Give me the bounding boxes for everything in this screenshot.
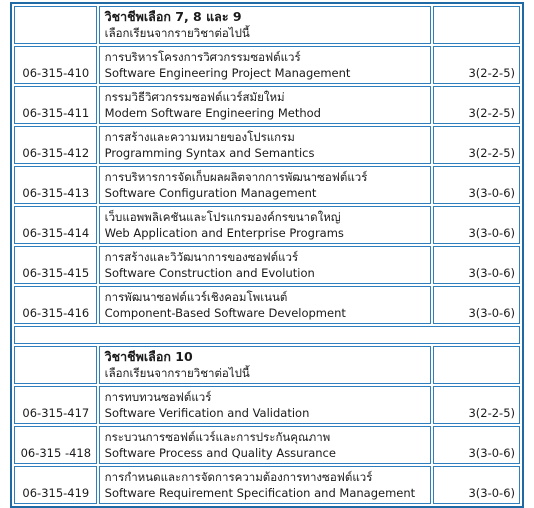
course-name-cell	[99, 426, 432, 464]
course-name-cell	[99, 166, 432, 204]
course-row	[14, 426, 520, 464]
course-code: 06-315-415	[14, 246, 97, 284]
group-title: วิชาชีพเลือก 10	[104, 349, 193, 364]
group-title: วิชาชีพเลือก 7, 8 และ 9	[104, 9, 242, 24]
course-row	[14, 246, 520, 284]
course-credits: 3(3-0-6)	[433, 206, 520, 244]
group-credit-cell	[433, 6, 520, 44]
group-header-row	[14, 6, 520, 44]
course-name-thai: กรรมวิธีวิศวกรรมซอฟต์แวร์สมัยใหม่	[104, 90, 285, 104]
course-code: 06-315-411	[14, 86, 97, 124]
group-subtitle: เลือกเรียนจากรายวิชาต่อไปนี้	[104, 366, 250, 380]
curriculum-table	[10, 2, 524, 508]
course-name-english: Software Verification and Validation	[104, 406, 310, 420]
course-name-cell	[99, 466, 432, 504]
course-code: 06-315-412	[14, 126, 97, 164]
course-name-thai: การพัฒนาซอฟต์แวร์เชิงคอมโพเนนต์	[104, 290, 288, 304]
course-name-thai: เว็บแอพพลิเคชันและโปรแกรมองค์กรขนาดใหญ่	[104, 210, 341, 224]
course-code: 06-315-413	[14, 166, 97, 204]
course-credits: 3(2-2-5)	[433, 386, 520, 424]
course-name-cell	[99, 246, 432, 284]
course-name-thai: การบริหารการจัดเก็บผลผลิตจากการพัฒนาซอฟต์แวร์	[104, 170, 368, 184]
course-credits: 3(3-0-6)	[433, 166, 520, 204]
course-name-english: Software Construction and Evolution	[104, 266, 315, 280]
course-row	[14, 86, 520, 124]
course-code: 06-315-419	[14, 466, 97, 504]
course-name-english: Programming Syntax and Semantics	[104, 146, 315, 160]
course-name-english: Web Application and Enterprise Programs	[104, 226, 344, 240]
course-credits: 3(2-2-5)	[433, 46, 520, 84]
course-row	[14, 466, 520, 504]
group-header-cell	[99, 346, 432, 384]
course-name-cell	[99, 386, 432, 424]
group-credit-cell	[433, 346, 520, 384]
spacer-cell	[14, 326, 520, 344]
group-header-cell	[99, 6, 432, 44]
course-name-cell	[99, 46, 432, 84]
course-name-thai: กระบวนการซอฟต์แวร์และการประกันคุณภาพ	[104, 430, 331, 444]
course-code: 06-315-417	[14, 386, 97, 424]
course-name-english: Component-Based Software Development	[104, 306, 346, 320]
group-subtitle: เลือกเรียนจากรายวิชาต่อไปนี้	[104, 26, 250, 40]
course-credits: 3(2-2-5)	[433, 126, 520, 164]
course-row	[14, 286, 520, 324]
course-row	[14, 126, 520, 164]
course-name-english: Software Process and Quality Assurance	[104, 446, 336, 460]
course-credits: 3(3-0-6)	[433, 246, 520, 284]
course-row	[14, 166, 520, 204]
course-credits: 3(3-0-6)	[433, 466, 520, 504]
course-row	[14, 386, 520, 424]
course-name-thai: การบริหารโครงการวิศวกรรมซอฟต์แวร์	[104, 50, 301, 64]
course-credits: 3(3-0-6)	[433, 426, 520, 464]
course-name-thai: การกำหนดและการจัดการความต้องการทางซอฟต์แวร์	[104, 470, 373, 484]
course-name-thai: การสร้างและวิวัฒนาการของซอฟต์แวร์	[104, 250, 299, 264]
group-code-cell	[14, 6, 97, 44]
course-name-thai: การสร้างและความหมายของโปรแกรม	[104, 130, 295, 144]
course-name-english: Software Requirement Specification and Management	[104, 486, 416, 500]
course-name-cell	[99, 286, 432, 324]
course-credits: 3(3-0-6)	[433, 286, 520, 324]
curriculum-table-container	[10, 2, 524, 508]
spacer-row	[14, 326, 520, 344]
group-code-cell	[14, 346, 97, 384]
course-credits: 3(2-2-5)	[433, 86, 520, 124]
course-name-cell	[99, 206, 432, 244]
course-code: 06-315-410	[14, 46, 97, 84]
course-code: 06-315 -418	[14, 426, 97, 464]
course-name-english: Software Engineering Project Management	[104, 66, 351, 80]
course-code: 06-315-414	[14, 206, 97, 244]
course-code: 06-315-416	[14, 286, 97, 324]
course-name-english: Software Configuration Management	[104, 186, 317, 200]
course-row	[14, 206, 520, 244]
course-row	[14, 46, 520, 84]
group-header-row	[14, 346, 520, 384]
course-name-english: Modem Software Engineering Method	[104, 106, 321, 120]
course-name-cell	[99, 86, 432, 124]
course-name-thai: การทบทวนซอฟต์แวร์	[104, 390, 212, 404]
course-name-cell	[99, 126, 432, 164]
